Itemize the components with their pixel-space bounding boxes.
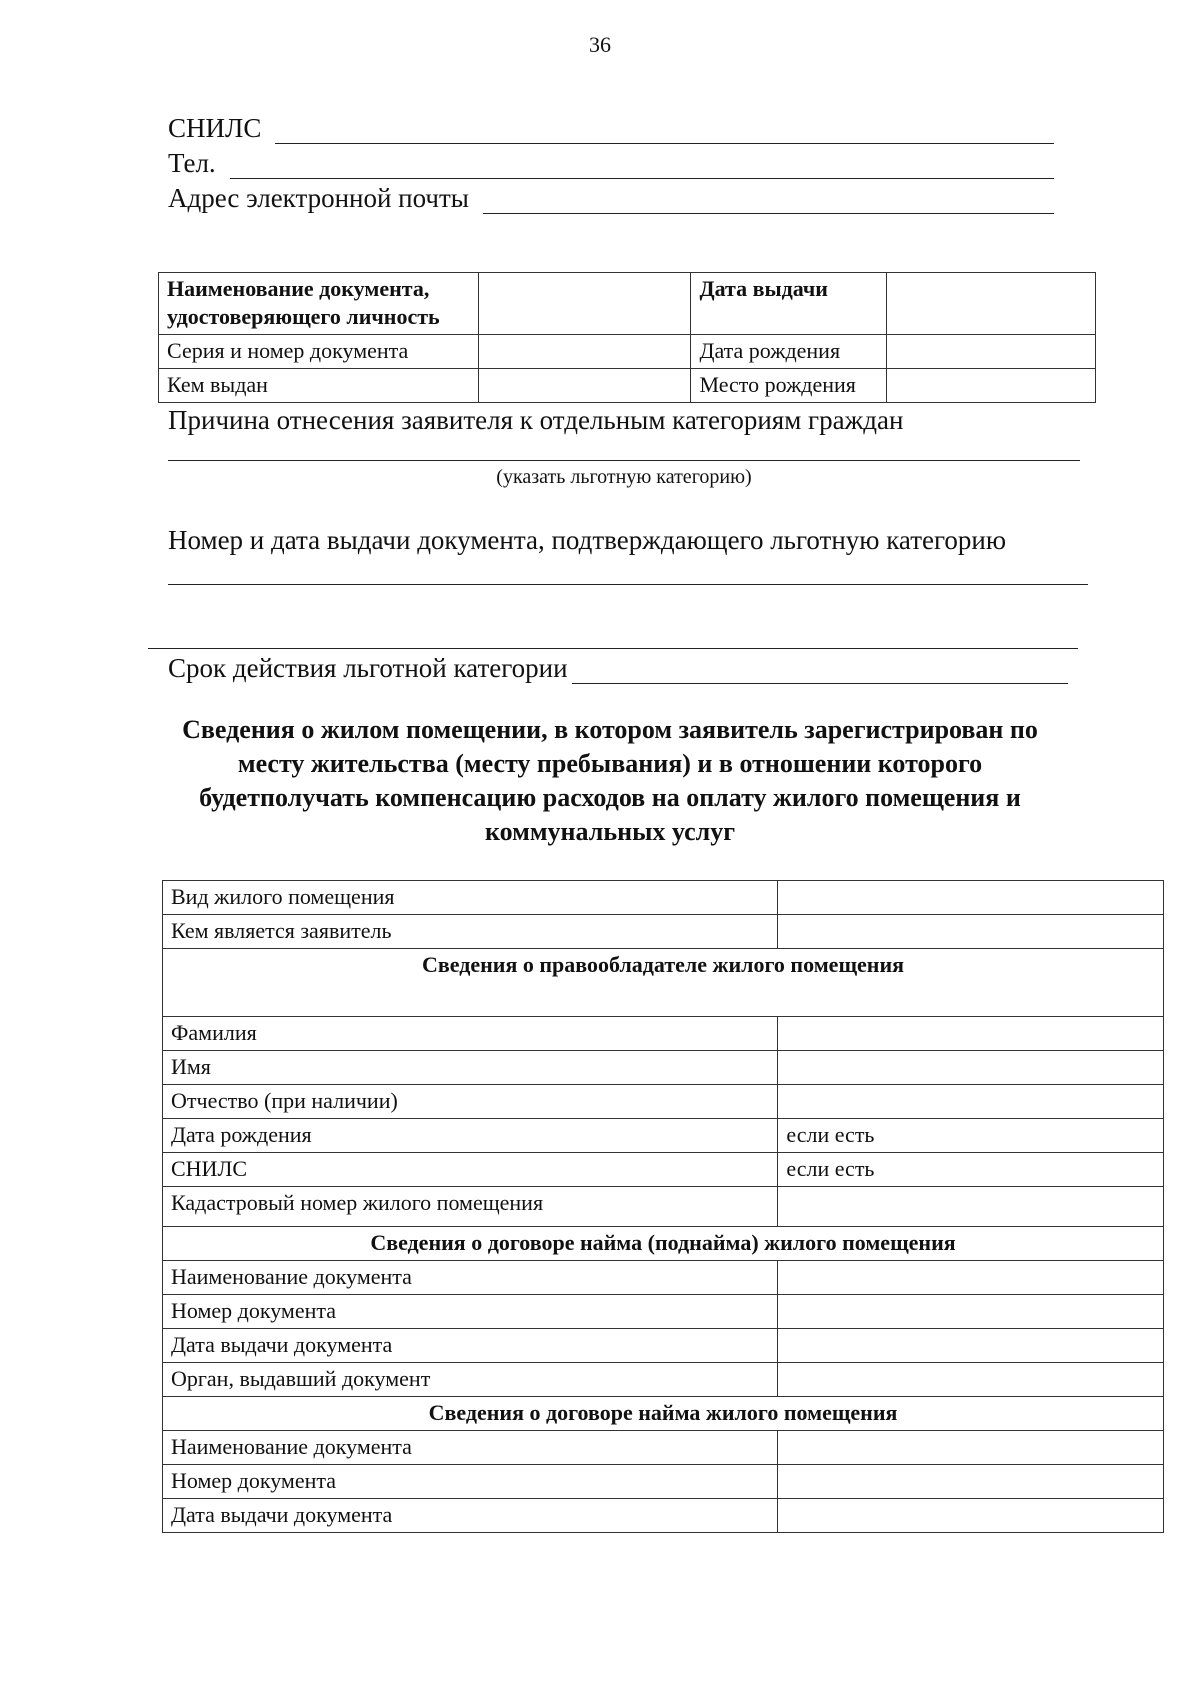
applicant-role-value[interactable] — [778, 915, 1164, 949]
birth-date-value[interactable] — [887, 335, 1096, 369]
birth-place-label: Место рождения — [691, 369, 887, 403]
table-row — [163, 1397, 1164, 1431]
table-row — [163, 1363, 1164, 1397]
issued-by-label: Кем выдан — [159, 369, 479, 403]
table-row — [163, 1465, 1164, 1499]
owner-section-header: Сведения о правообладателе жилого помещения — [163, 949, 1164, 1017]
applicant-role-label: Кем является заявитель — [163, 915, 778, 949]
benefit-doc-blank-1[interactable] — [168, 584, 1088, 585]
email-blank[interactable] — [483, 189, 1054, 214]
table-row — [163, 1051, 1164, 1085]
benefit-doc-blank-2[interactable] — [148, 648, 1078, 649]
lease-docname-label: Наименование документа — [163, 1431, 778, 1465]
table-row — [163, 1227, 1164, 1261]
id-doc-name-value[interactable] — [478, 273, 691, 335]
owner-snils-label: СНИЛС — [163, 1153, 778, 1187]
id-doc-name-label: Наименование документа, удостоверяющего личность — [159, 273, 479, 335]
reason-hint: (указать льготную категорию) — [496, 466, 752, 488]
owner-patronymic-value[interactable] — [778, 1085, 1164, 1119]
owner-surname-value[interactable] — [778, 1017, 1164, 1051]
issued-by-value[interactable] — [478, 369, 691, 403]
lease-docnum-label: Номер документа — [163, 1465, 778, 1499]
owner-snils-value[interactable]: если есть — [778, 1153, 1164, 1187]
owner-name-value[interactable] — [778, 1051, 1164, 1085]
phone-label: Тел. — [168, 148, 216, 178]
validity-blank[interactable] — [572, 659, 1068, 684]
email-field[interactable] — [168, 183, 1054, 214]
table-row — [163, 1499, 1164, 1533]
snils-field[interactable] — [168, 113, 1054, 144]
housing-table — [162, 880, 1164, 1533]
validity-label: Срок действия льготной категории — [168, 653, 568, 683]
email-label: Адрес электронной почты — [168, 183, 469, 213]
benefit-doc-label: Номер и дата выдачи документа, подтверждающего льготную категорию — [168, 525, 1007, 555]
sublease-issuer-label: Орган, выдавший документ — [163, 1363, 778, 1397]
section-title: Сведения о жилом помещении, в котором заявитель зарегистрирован по месту жительства (месту пребывания) и в отношении которого будетполучать компенсацию расходов на оплату жилого помещения и коммунальных услуг — [182, 715, 1038, 846]
table-row — [159, 335, 1096, 369]
sublease-docdate-label: Дата выдачи документа — [163, 1329, 778, 1363]
id-doc-series-label: Серия и номер документа — [159, 335, 479, 369]
owner-name-label: Имя — [163, 1051, 778, 1085]
table-row — [163, 1085, 1164, 1119]
table-row — [163, 1261, 1164, 1295]
id-document-table — [158, 272, 1096, 403]
table-row — [163, 881, 1164, 915]
owner-birth-label: Дата рождения — [163, 1119, 778, 1153]
lease-docname-value[interactable] — [778, 1431, 1164, 1465]
validity-field[interactable] — [168, 653, 1068, 684]
sublease-docnum-value[interactable] — [778, 1295, 1164, 1329]
table-row — [163, 1295, 1164, 1329]
table-row — [163, 1187, 1164, 1227]
housing-type-value[interactable] — [778, 881, 1164, 915]
id-doc-series-value[interactable] — [478, 335, 691, 369]
reason-label: Причина отнесения заявителя к отдельным категориям граждан — [168, 405, 904, 435]
table-row — [163, 1153, 1164, 1187]
sublease-section-header: Сведения о договоре найма (поднайма) жилого помещения — [163, 1227, 1164, 1261]
cadastral-label: Кадастровый номер жилого помещения — [163, 1187, 778, 1227]
phone-field[interactable] — [168, 148, 1054, 179]
table-row — [163, 915, 1164, 949]
sublease-docname-label: Наименование документа — [163, 1261, 778, 1295]
page-number: 36 — [589, 32, 611, 57]
lease-docdate-value[interactable] — [778, 1499, 1164, 1533]
birth-date-label: Дата рождения — [691, 335, 887, 369]
sublease-docnum-label: Номер документа — [163, 1295, 778, 1329]
table-row — [163, 1329, 1164, 1363]
birth-place-value[interactable] — [887, 369, 1096, 403]
table-row — [159, 369, 1096, 403]
sublease-docname-value[interactable] — [778, 1261, 1164, 1295]
id-doc-date-value[interactable] — [887, 273, 1096, 335]
owner-patronymic-label: Отчество (при наличии) — [163, 1085, 778, 1119]
table-row — [159, 273, 1096, 335]
phone-blank[interactable] — [230, 154, 1054, 179]
id-doc-date-label: Дата выдачи — [691, 273, 887, 335]
reason-blank[interactable] — [168, 460, 1080, 461]
owner-surname-label: Фамилия — [163, 1017, 778, 1051]
cadastral-value[interactable] — [778, 1187, 1164, 1227]
table-row — [163, 949, 1164, 1017]
table-row — [163, 1431, 1164, 1465]
snils-label: СНИЛС — [168, 113, 262, 143]
lease-docdate-label: Дата выдачи документа — [163, 1499, 778, 1533]
table-row — [163, 1119, 1164, 1153]
lease-section-header: Сведения о договоре найма жилого помещения — [163, 1397, 1164, 1431]
table-row — [163, 1017, 1164, 1051]
housing-type-label: Вид жилого помещения — [163, 881, 778, 915]
sublease-docdate-value[interactable] — [778, 1329, 1164, 1363]
owner-birth-value[interactable]: если есть — [778, 1119, 1164, 1153]
lease-docnum-value[interactable] — [778, 1465, 1164, 1499]
sublease-issuer-value[interactable] — [778, 1363, 1164, 1397]
snils-blank[interactable] — [275, 119, 1054, 144]
